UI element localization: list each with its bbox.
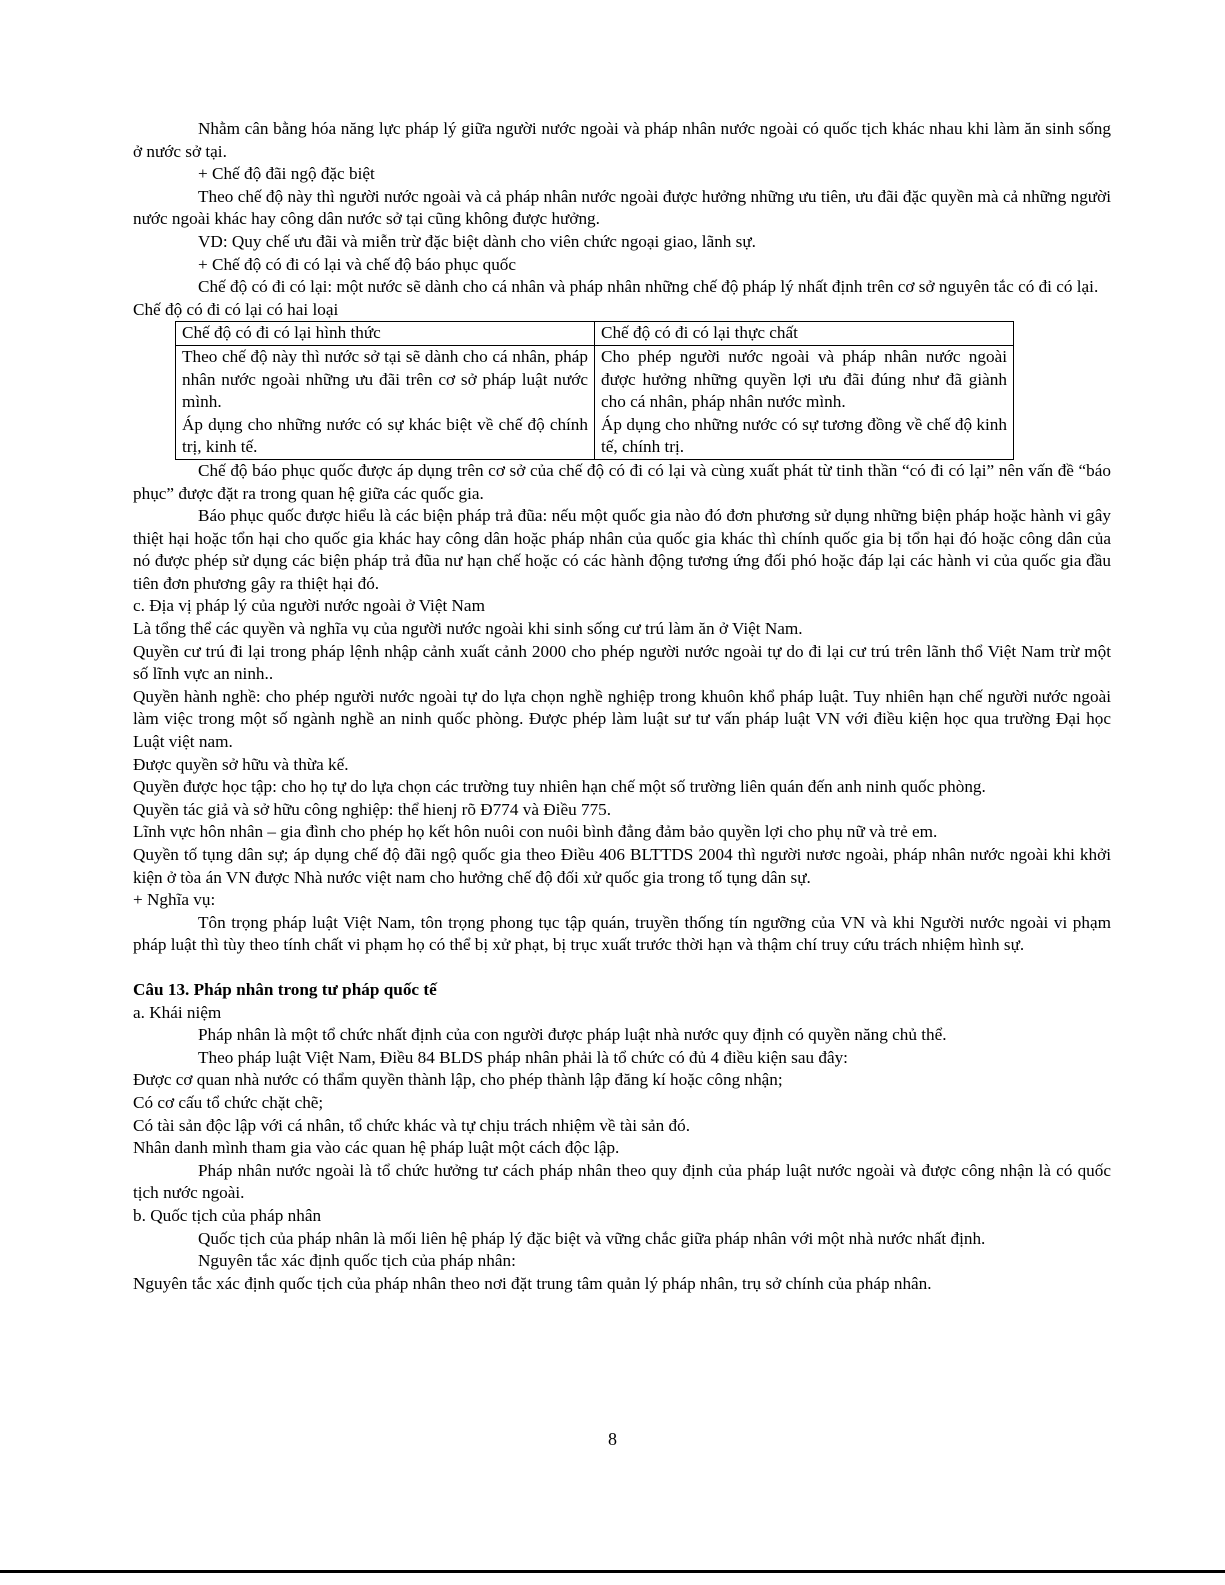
paragraph: Báo phục quốc được hiểu là các biện pháp trả đũa: nếu một quốc gia nào đó đơn phương sử dụng những biện pháp hoặc hành vi gây thiệt hại hoặc tổn hại cho quốc gia khác hay công dân hoặc pháp nhân của quốc gia khác thì chính quốc gia bị tổn hại đó hoặc công dân của nó được phép sử dụng các biện pháp trả đũa nư hạn chế hoặc có các hành động tương ứng đối phó hoặc đáp lại các hành vi của quốc gia đầu tiên đơn phương gây ra thiệt hại đó. [133, 506, 1111, 593]
paragraph: Nhân danh mình tham gia vào các quan hệ pháp luật một cách độc lập. [133, 1138, 620, 1158]
paragraph: VD: Quy chế ưu đãi và miễn trừ đặc biệt dành cho viên chức ngoại giao, lãnh sự. [198, 231, 756, 251]
paragraph: Nhằm cân bằng hóa năng lực pháp lý giữa người nước ngoài và pháp nhân nước ngoài có quốc tịch khác nhau khi làm ăn sinh sống ở nước sở tại. [133, 119, 1111, 161]
table-cell-text: Theo chế độ này thì nước sở tại sẽ dành cho cá nhân, pháp nhân nước ngoài những ưu đãi trên cơ sở pháp luật nước mình. [182, 346, 588, 412]
paragraph: Có tài sản độc lập với cá nhân, tổ chức khác và tự chịu trách nhiệm về tài sản đó. [133, 1115, 691, 1135]
paragraph: Quyền tác giả và sở hữu công nghiệp: thể hienj rõ Đ774 và Điều 775. [133, 799, 612, 819]
section-gap [133, 957, 1111, 979]
paragraph: c. Địa vị pháp lý của người nước ngoài ở Việt Nam [133, 596, 485, 616]
paragraph: Được quyền sở hữu và thừa kế. [133, 754, 349, 774]
table-header-cell: Chế độ có đi có lại thực chất [595, 322, 1014, 346]
table-cell-text: Cho phép người nước ngoài và pháp nhân nước ngoài được hưởng những quyền lợi ưu đãi đúng như đã giành cho cá nhân, pháp nhân nước mình. [601, 346, 1007, 412]
paragraphs-middle [133, 460, 1111, 957]
paragraph: Tôn trọng pháp luật Việt Nam, tôn trọng phong tục tập quán, truyền thống tín ngưỡng của VN và khi Người nước ngoài vi phạm pháp luật thì tùy theo tính chất vi phạm họ có thể bị xử phạt, bị trục xuất trước thời hạn và thậm chí truy cứu trách nhiệm hình sự. [133, 912, 1111, 955]
paragraph: Quyền tố tụng dân sự; áp dụng chế độ đãi ngộ quốc gia theo Điều 406 BLTTDS 2004 thì người nươc ngoài, pháp nhân nước ngoài khi khởi kiện ở tòa án VN được Nhà nước việt nam cho hưởng chế độ đối xử quốc gia trong tố tụng dân sự. [133, 845, 1111, 887]
section-heading: Câu 13. Pháp nhân trong tư pháp quốc tế [133, 979, 437, 999]
paragraph: Là tổng thể các quyền và nghĩa vụ của người nước ngoài khi sinh sống cư trú làm ăn ở Việt Nam. [133, 619, 803, 639]
paragraphs-top [133, 118, 1111, 321]
table-row [176, 345, 1014, 459]
paragraph: Quốc tịch của pháp nhân là mối liên hệ pháp lý đặc biệt và vững chắc giữa pháp nhân với một nhà nước nhất định. [198, 1228, 986, 1248]
table-header-row [176, 322, 1014, 346]
table-cell [595, 345, 1014, 459]
paragraph: Pháp nhân nước ngoài là tổ chức hưởng tư cách pháp nhân theo quy định của pháp luật nước ngoài và được công nhận là có quốc tịch nước ngoài. [133, 1160, 1111, 1203]
table-cell-text: Áp dụng cho những nước có sự tương đồng về chế độ kinh tế, chính trị. [601, 414, 1007, 457]
paragraph: Quyền được học tập: cho họ tự do lựa chọn các trường tuy nhiên hạn chế một số trường liên quán đến anh ninh quốc phòng. [133, 777, 986, 797]
paragraph: Chế độ báo phục quốc được áp dụng trên cơ sở của chế độ có đi có lại và cùng xuất phát từ tinh thần “có đi có lại” nên vấn đề “báo phục” được đặt ra trong quan hệ giữa các quốc gia. [133, 460, 1111, 503]
paragraph: + Chế độ đãi ngộ đặc biệt [198, 164, 375, 184]
bottom-divider [0, 1570, 1225, 1573]
table-cell [176, 345, 595, 459]
paragraph: b. Quốc tịch của pháp nhân [133, 1205, 322, 1225]
document-body [133, 118, 1111, 1295]
page-number: 8 [608, 1429, 617, 1449]
paragraph: Pháp nhân là một tổ chức nhất định của con người được pháp luật nhà nước quy định có quyền năng chủ thể. [198, 1025, 947, 1045]
paragraph: Quyền cư trú đi lại trong pháp lệnh nhập cảnh xuất cảnh 2000 cho phép người nước ngoài tự do đi lại cư trú trên lãnh thổ Việt Nam trừ một số lĩnh vực an ninh.. [133, 641, 1111, 684]
paragraph: Theo chế độ này thì người nước ngoài và cả pháp nhân nước ngoài được hưởng những ưu tiên, ưu đãi đặc quyền mà cả những người nước ngoài khác hay công dân nước sở tại cũng không được hưởng. [133, 186, 1111, 229]
paragraph: Chế độ có đi có lại: một nước sẽ dành cho cá nhân và pháp nhân những chế độ pháp lý nhất định trên cơ sở nguyên tắc có đi có lại. [198, 277, 1099, 297]
paragraph: + Nghĩa vụ: [133, 890, 216, 910]
paragraph: Quyền hành nghề: cho phép người nước ngoài tự do lựa chọn nghề nghiệp trong khuôn khổ pháp luật. Tuy nhiên hạn chế người nước ngoài làm việc trong một số ngành nghề an ninh quốc phòng. Được phép làm luật sư tư vấn pháp luật VN với điều kiện học qua trường Đại học Luật việt nam. [133, 686, 1111, 752]
table-header-cell: Chế độ có đi có lại hình thức [176, 322, 595, 346]
paragraph: + Chế độ có đi có lại và chế độ báo phục quốc [198, 254, 517, 274]
paragraphs-bottom [133, 1002, 1111, 1296]
paragraph: Theo pháp luật Việt Nam, Điều 84 BLDS pháp nhân phải là tổ chức có đủ 4 điều kiện sau đây: [198, 1047, 848, 1067]
table-cell-text: Áp dụng cho những nước có sự khác biệt về chế độ chính trị, kinh tế. [182, 414, 588, 457]
paragraph: Nguyên tắc xác định quốc tịch của pháp nhân: [198, 1251, 516, 1271]
paragraph: Có cơ cấu tổ chức chặt chẽ; [133, 1092, 324, 1112]
paragraph: Lĩnh vực hôn nhân – gia đình cho phép họ kết hôn nuôi con nuôi bình đẳng đảm bảo quyền lợi cho phụ nữ và trẻ em. [133, 822, 938, 842]
paragraph: a. Khái niệm [133, 1002, 222, 1022]
paragraph: Được cơ quan nhà nước có thẩm quyền thành lập, cho phép thành lập đăng kí hoặc công nhận; [133, 1070, 783, 1090]
paragraph: Chế độ có đi có lại có hai loại [133, 299, 339, 319]
paragraph: Nguyên tắc xác định quốc tịch của pháp nhân theo nơi đặt trung tâm quản lý pháp nhân, trụ sở chính của pháp nhân. [133, 1273, 932, 1293]
reciprocity-table [175, 321, 1014, 460]
